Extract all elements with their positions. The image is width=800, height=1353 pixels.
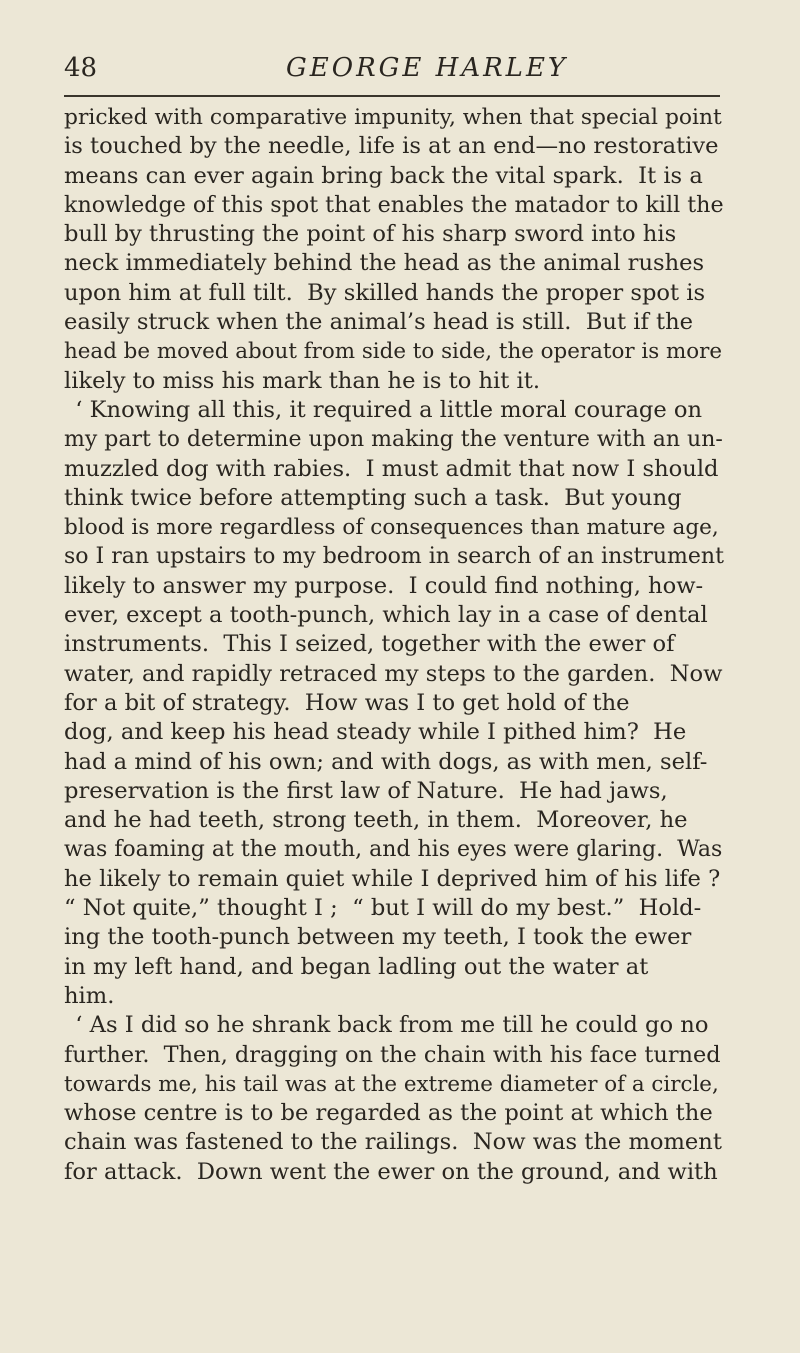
text-line: bull by thrusting the point of his sharp sword into his — [64, 221, 677, 248]
text-line: blood is more regardless of consequences than mature age, — [64, 515, 719, 541]
text-line: him. — [64, 982, 115, 1009]
text-line: for a bit of strategy. How was I to get hold of the — [64, 689, 630, 716]
text-line: think twice before attempting such a task. But young — [64, 484, 682, 511]
text-line: instruments. This I seized, together with the ewer of — [64, 631, 675, 658]
text-line: “ Not quite,” thought I ; “ but I will do my best.” Hold- — [64, 895, 702, 922]
text-line: chain was fastened to the railings. Now was the moment — [64, 1129, 722, 1156]
text-line: means can ever again bring back the vital spark. It is a — [64, 162, 703, 189]
header-rule — [64, 95, 720, 97]
text-line: preservation is the first law of Nature. He had jaws, — [64, 777, 668, 804]
text-line: easily struck when the animal’s head is still. But if the — [64, 309, 694, 336]
text-line: towards me, his tail was at the extreme diameter of a circle, — [64, 1071, 719, 1097]
text-line: further. Then, dragging on the chain with his face turned — [64, 1041, 721, 1068]
text-line: likely to miss his mark than he is to hit it. — [64, 367, 541, 394]
body-text — [64, 103, 724, 1187]
text-line: knowledge of this spot that enables the matador to kill the — [64, 191, 724, 218]
text-line: was foaming at the mouth, and his eyes were glaring. Was — [64, 837, 723, 863]
page-number: 48 — [64, 53, 98, 83]
running-title: GEORGE HARLEY — [286, 53, 569, 83]
text-line: muzzled dog with rabies. I must admit that now I should — [64, 455, 719, 482]
text-line: ever, except a tooth-punch, which lay in a case of dental — [64, 602, 708, 629]
text-line: whose centre is to be regarded as the point at which the — [64, 1100, 713, 1127]
text-line: had a mind of his own; and with dogs, as with men, self- — [64, 748, 708, 775]
text-line: upon him at full tilt. By skilled hands the proper spot is — [64, 279, 706, 306]
text-line: dog, and keep his head steady while I pithed him? He — [64, 719, 687, 746]
text-line: head be moved about from side to side, the operator is more — [64, 339, 723, 365]
text-line: he likely to remain quiet while I deprived him of his life ? — [64, 865, 721, 892]
text-line: ing the tooth-punch between my teeth, I took the ewer — [64, 924, 692, 951]
text-line: in my left hand, and began ladling out the water at — [64, 953, 649, 980]
text-line: ‘ Knowing all this, it required a little moral courage on — [64, 396, 703, 423]
text-line: likely to answer my purpose. I could find nothing, how- — [64, 572, 704, 599]
text-line: water, and rapidly retraced my steps to the garden. Now — [64, 660, 723, 687]
text-line: for attack. Down went the ewer on the ground, and with — [64, 1158, 718, 1185]
text-line: neck immediately behind the head as the animal rushes — [64, 250, 705, 277]
text-line: ‘ As I did so he shrank back from me till he could go no — [64, 1012, 709, 1039]
text-line: so I ran upstairs to my bedroom in search of an instrument — [64, 544, 724, 570]
text-line: pricked with comparative impunity, when that special point — [64, 105, 722, 130]
text-line: and he had teeth, strong teeth, in them. Moreover, he — [64, 807, 688, 834]
text-line: is touched by the needle, life is at an end—no restorative — [64, 133, 719, 160]
running-head — [64, 50, 720, 86]
text-line: my part to determine upon making the venture with an un- — [64, 427, 723, 453]
